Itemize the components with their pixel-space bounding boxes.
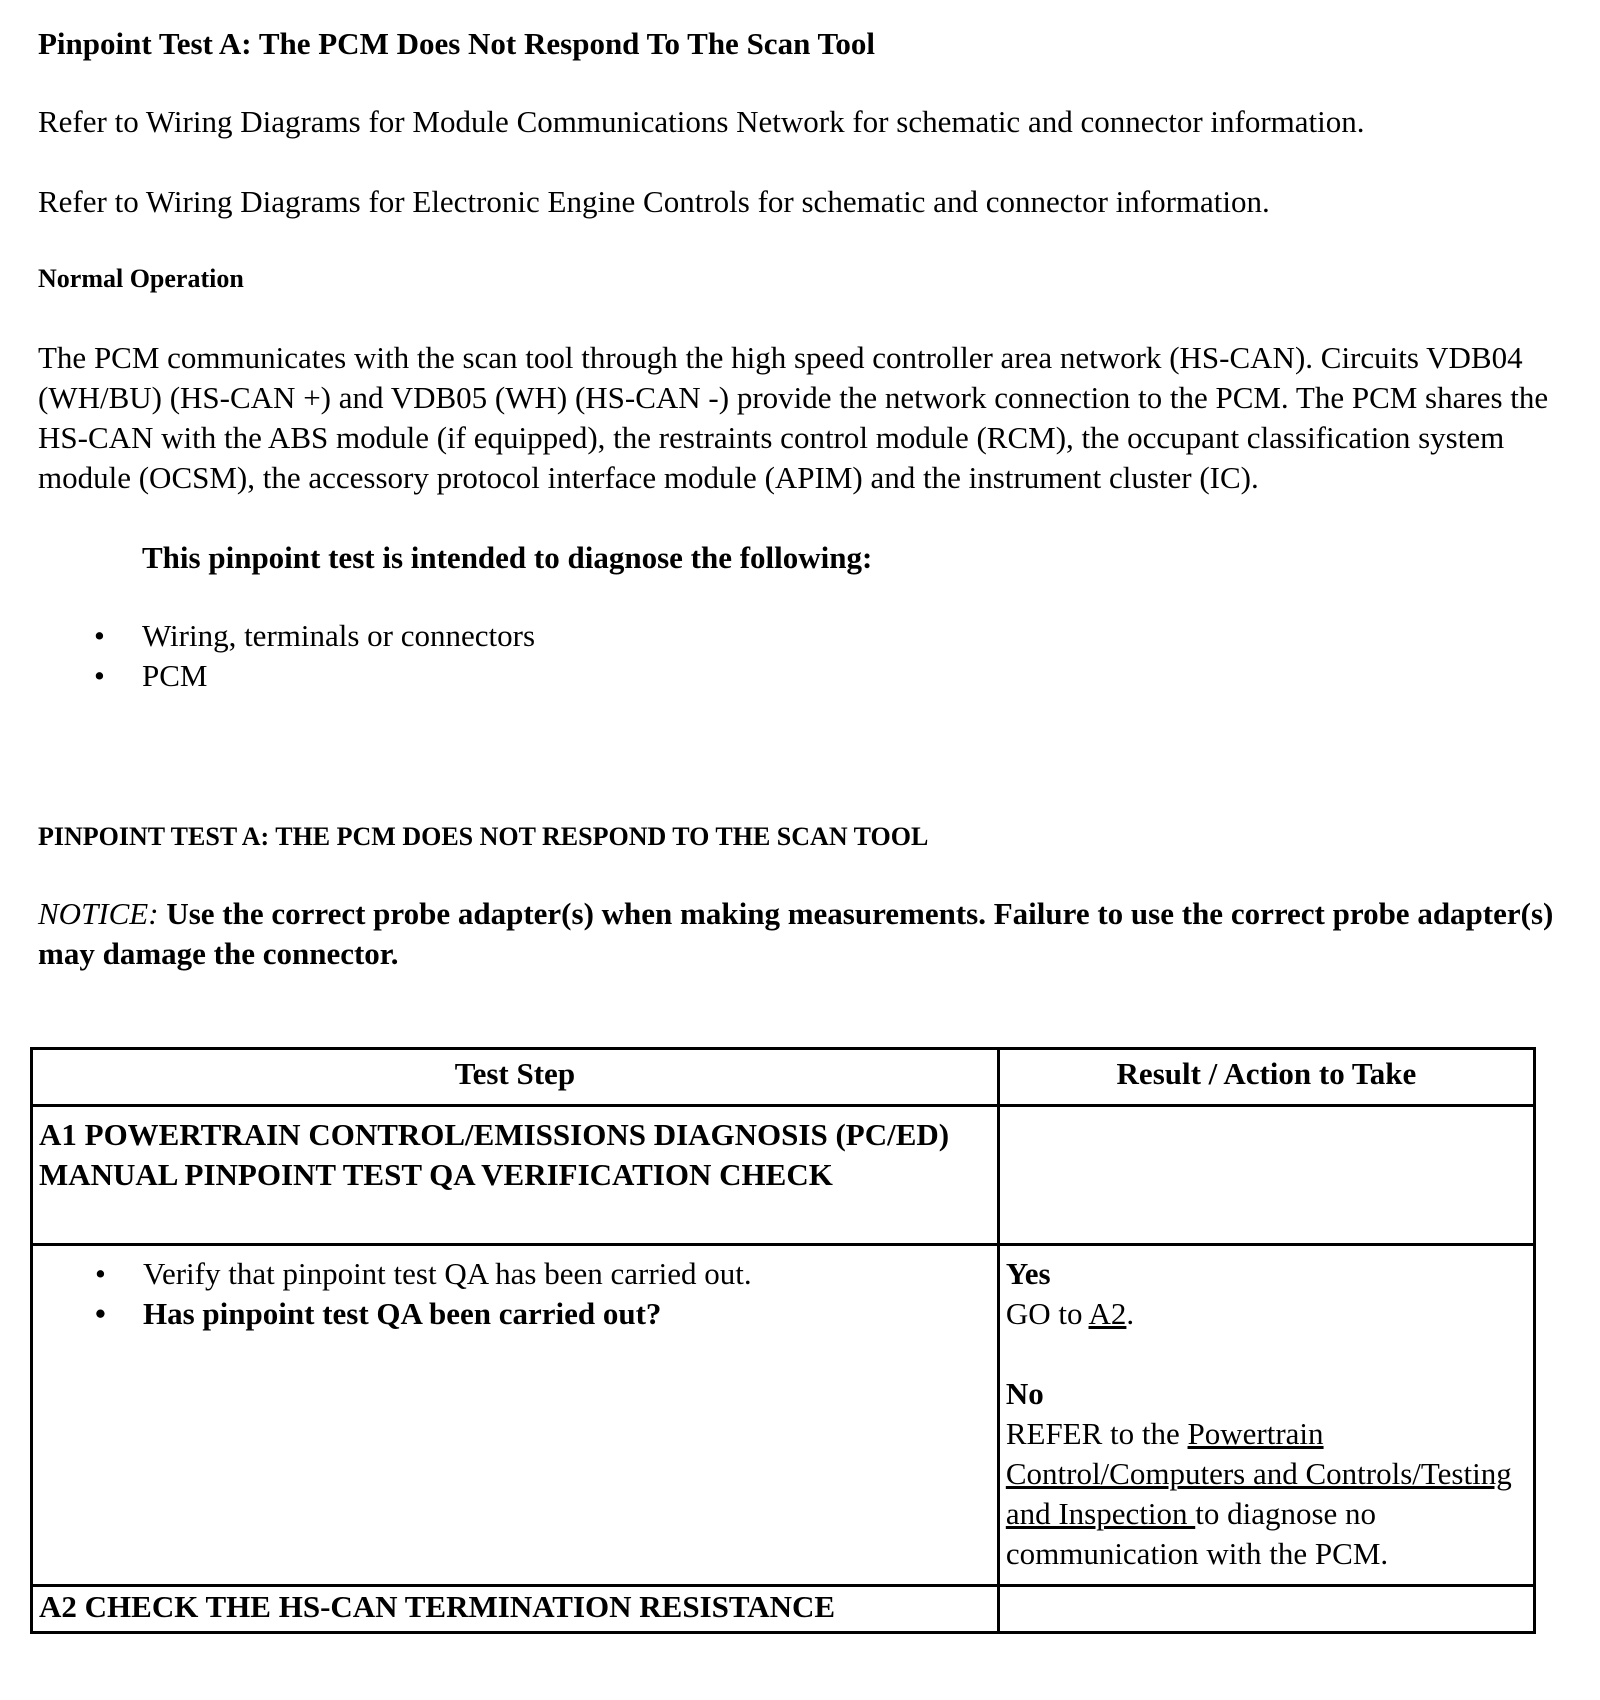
a1-result-cell xyxy=(998,1245,1534,1586)
table-row xyxy=(32,1245,1535,1586)
a1-heading: A1 POWERTRAIN CONTROL/EMISSIONS DIAGNOSIS (PC/ED) MANUAL PINPOINT TEST QA VERIFICATION CHECK xyxy=(32,1106,999,1245)
goto-a2-link[interactable]: A2 xyxy=(1088,1296,1127,1331)
notice-label: NOTICE: xyxy=(38,896,159,931)
refer-engine-paragraph: Refer to Wiring Diagrams for Electronic Engine Controls for schematic and connector information. xyxy=(38,184,1270,219)
list-item xyxy=(39,1254,991,1294)
a2-result-empty xyxy=(998,1586,1534,1633)
intended-list xyxy=(38,616,1568,696)
refer-network-paragraph: Refer to Wiring Diagrams for Module Communications Network for schematic and connector information. xyxy=(38,104,1365,139)
yes-action-prefix: GO to xyxy=(1005,1296,1089,1331)
list-item-text: Wiring, terminals or connectors xyxy=(142,618,536,653)
a1-steps-cell xyxy=(32,1245,999,1586)
no-action-suffix: to diagnose no communication with the PCM. xyxy=(1005,1496,1389,1571)
document-page xyxy=(38,18,1568,974)
table-row xyxy=(32,1106,1535,1245)
page-title: Pinpoint Test A: The PCM Does Not Respond To The Scan Tool xyxy=(38,26,875,61)
bullet-icon: • xyxy=(94,658,105,693)
no-action xyxy=(1006,1414,1527,1574)
normal-operation-heading: Normal Operation xyxy=(38,264,244,293)
list-item-text: PCM xyxy=(142,658,208,693)
table-row xyxy=(32,1586,1535,1633)
normal-operation-text: The PCM communicates with the scan tool through the high speed controller area network (HS-CAN). Circuits VDB04 (WH/BU) (HS-CAN +) and VDB05 (WH) (HS-CAN -) provide the network connection to the PCM. The PCM shares the HS-CAN with the ABS module (if equipped), the restraints control module (RCM), the occupant classification system module (OCSM), the accessory protocol interface module (APIM) and the instrument cluster (IC). xyxy=(38,340,1549,495)
bullet-icon: • xyxy=(95,1256,106,1291)
intended-heading: This pinpoint test is intended to diagnose the following: xyxy=(142,540,873,575)
a1-step-question: Has pinpoint test QA been carried out? xyxy=(143,1296,662,1331)
bullet-icon: • xyxy=(94,618,105,653)
a1-step-verify: Verify that pinpoint test QA has been carried out. xyxy=(143,1256,752,1291)
a1-heading-result-empty xyxy=(998,1106,1534,1245)
list-item xyxy=(38,616,1568,656)
list-item xyxy=(39,1294,991,1334)
yes-label: Yes xyxy=(1005,1256,1051,1291)
header-result-action: Result / Action to Take xyxy=(998,1049,1534,1106)
bullet-icon: • xyxy=(95,1296,106,1331)
a2-heading: A2 CHECK THE HS-CAN TERMINATION RESISTANCE xyxy=(32,1586,999,1633)
no-label: No xyxy=(1005,1376,1044,1411)
yes-action-suffix: . xyxy=(1126,1296,1135,1331)
spacer xyxy=(1006,1334,1527,1374)
table-header-row xyxy=(32,1049,1535,1106)
powertrain-testing-link[interactable]: Powertrain Control/Computers and Controls/Testing and Inspection xyxy=(1005,1416,1512,1531)
yes-action xyxy=(1006,1294,1527,1334)
notice-text: Use the correct probe adapter(s) when making measurements. Failure to use the correct probe adapter(s) may damage the connector. xyxy=(38,896,1554,971)
list-item xyxy=(38,656,1568,696)
test-steps-table xyxy=(30,1047,1536,1634)
pinpoint-caps-heading: PINPOINT TEST A: THE PCM DOES NOT RESPOND TO THE SCAN TOOL xyxy=(38,822,929,851)
header-test-step: Test Step xyxy=(32,1049,999,1106)
no-action-prefix: REFER to the xyxy=(1005,1416,1188,1451)
notice-paragraph xyxy=(38,894,1598,974)
a1-steps-list xyxy=(39,1254,991,1334)
